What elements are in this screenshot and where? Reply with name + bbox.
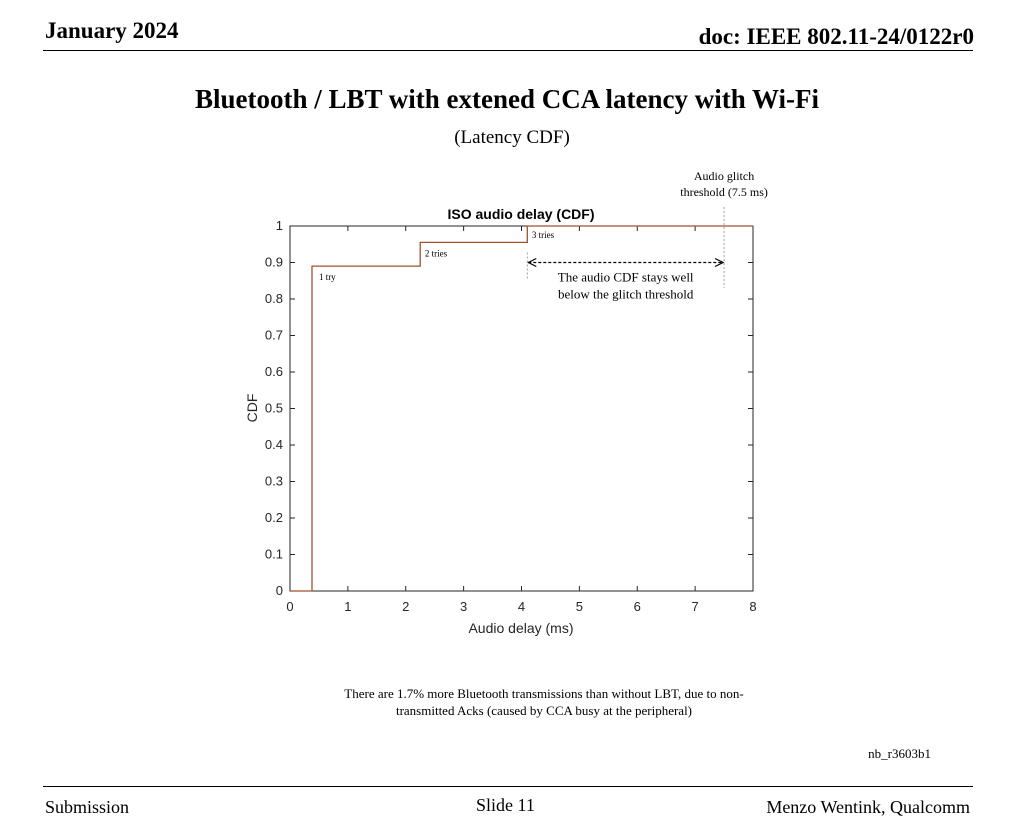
y-axis-label: CDF — [244, 393, 260, 423]
y-tick-label: 0 — [275, 583, 283, 598]
step-label-3-tries: 3 tries — [531, 230, 555, 241]
y-tick-label: 0.9 — [264, 254, 283, 270]
x-tick-label: 1 — [344, 599, 352, 614]
y-tick-label: 0.4 — [264, 437, 283, 452]
x-tick-label: 4 — [517, 599, 526, 614]
x-tick-label: 3 — [460, 599, 468, 614]
y-tick-label: 0.3 — [264, 473, 283, 489]
footer-submission: Submission — [45, 797, 130, 817]
y-tick-label: 0.2 — [264, 510, 283, 525]
annotation-line1: The audio CDF stays well — [557, 269, 694, 285]
x-tick-label: 6 — [633, 599, 641, 614]
x-tick-label: 7 — [691, 599, 699, 614]
x-axis-label: Audio delay (ms) — [468, 620, 574, 636]
y-tick-label: 0.5 — [264, 400, 283, 416]
footnote-text: There are 1.7% more Bluetooth transmissions than without LBT, due to non-transmitted Acks (caused by CCA busy at the peripheral) — [344, 686, 744, 718]
y-tick-label: 0.1 — [264, 546, 283, 562]
run-code: nb_r3603b1 — [868, 746, 931, 761]
slide-subtitle: (Latency CDF) — [454, 127, 570, 148]
y-tick-label: 1 — [275, 218, 283, 233]
threshold-label-line1: Audio glitch — [693, 169, 755, 183]
x-tick-label: 8 — [749, 599, 757, 614]
header-doc-id: doc: IEEE 802.11-24/0122r0 — [698, 24, 974, 49]
x-tick-label: 2 — [402, 599, 410, 614]
step-label-1-try: 1 try — [318, 272, 336, 283]
step-label-2-tries: 2 tries — [424, 248, 448, 259]
footer-divider — [43, 786, 973, 787]
x-tick-label: 5 — [575, 599, 583, 614]
slide-title: Bluetooth / LBT with extened CCA latency with Wi-Fi — [194, 84, 820, 114]
annotation-line2: below the glitch threshold — [557, 286, 694, 302]
x-tick-label: 0 — [286, 599, 294, 614]
chart-title: ISO audio delay (CDF) — [447, 206, 595, 222]
y-tick-label: 0.6 — [264, 364, 283, 379]
footer-author: Menzo Wentink, Qualcomm — [766, 797, 970, 817]
y-tick-label: 0.7 — [264, 327, 283, 343]
threshold-label-line2: threshold (7.5 ms) — [680, 185, 768, 199]
header-date: January 2024 — [45, 18, 179, 43]
y-tick-label: 0.8 — [264, 291, 283, 306]
footer-slide-number: Slide 11 — [476, 795, 535, 815]
